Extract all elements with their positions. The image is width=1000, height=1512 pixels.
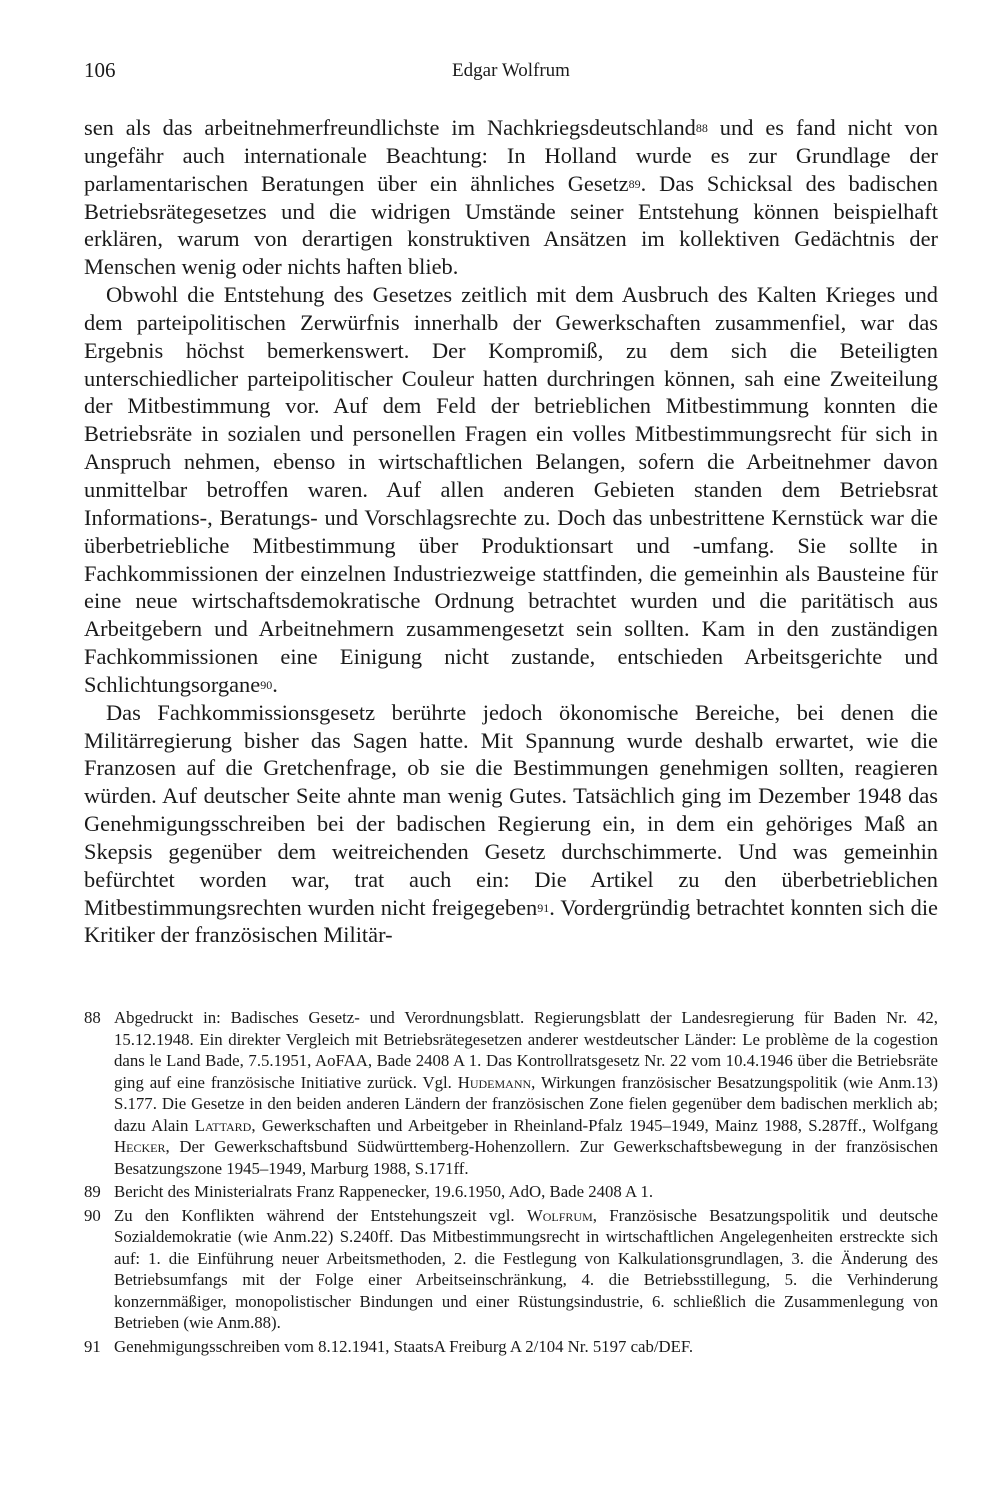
body-paragraph xyxy=(84,281,938,699)
footnote-reference: 91 xyxy=(537,900,550,915)
author-name: Wolfrum xyxy=(526,1205,593,1225)
text-segment: . Vordergründig betrachtet konnten sich die Kritiker der französischen Militär- xyxy=(84,894,938,948)
text-segment: Abgedruckt in: Badisches Gesetz- und Verordnungsblatt. Regierungsblatt der Landesregierung für Baden Nr. 42, 15.12.1948. Ein direkter Vergleich mit Betriebsrätegesetzen anderer westdeutscher Länder: Le problème de la cogestion dans le Land Bade, 7.5.1951, AoFAA, Bade 2408 A 1. Das Kontrollratsgesetz Nr. 22 vom 10.4.1946 über die Betriebsräte ging auf eine französische Initiative zurück. Vgl. xyxy=(114,1008,938,1092)
page-header xyxy=(84,58,938,88)
footnote-number: 89 xyxy=(84,1182,101,1201)
text-segment: , Der Gewerkschaftsbund Südwürttemberg-Hohenzollern. Zur Gewerkschaftsbewegung in der französischen Besatzungszone 1945–1949, Marburg 1988, S.171ff. xyxy=(114,1137,938,1178)
footnote-number: 90 xyxy=(84,1205,101,1225)
text-segment: Das Fachkommissionsgesetz berührte jedoch ökonomische Bereiche, bei denen die Militärregierung bisher das Sagen hatte. Mit Spannung wurde deshalb erwartet, wie die Franzosen auf die Gretchenfrage, ob sie die Bestimmungen genehmigen sollten, reagieren würden. Auf deutscher Seite ahnte man wenig Gutes. Tatsächlich ging im Dezember 1948 das Genehmigungsschreiben bei der badischen Regierung ein, in dem ein gehöriges Maß an Skepsis gegenüber dem weitreichenden Gesetz durchschimmerte. Und was gemeinhin befürchtet worden war, trat auch ein: Die Artikel zu den überbetrieblichen Mitbestimmungsrechten wurden nicht freigegeben xyxy=(84,699,938,920)
footnote-number: 91 xyxy=(84,1336,101,1356)
author-name: Lattard xyxy=(194,1115,252,1135)
text-segment: . xyxy=(272,671,278,697)
body-text xyxy=(84,114,938,949)
footnote-reference: 89 xyxy=(628,176,641,191)
text-segment: Obwohl die Entstehung des Gesetzes zeitlich mit dem Ausbruch des Kalten Krieges und dem parteipolitischen Zerwürfnis innerhalb der Gewerkschaften zusammenfiel, war das Ergebnis höchst bemerkenswert. Der Kompromiß, zu dem sich die Beteiligten unterschiedlicher parteipolitischer Couleur hatten durchringen können, sah eine Zweiteilung der Mitbestimmung vor. Auf dem Feld der betrieblichen Mitbestimmung konnten die Betriebsräte in sozialen und personellen Fragen ein volles Mitbestimmungsrecht für sich in Anspruch nehmen, ebenso in wirtschaftlichen Belangen, sofern die Arbeitnehmer davon unmittelbar betroffen waren. Auf allen anderen Gebieten standen dem Betriebsrat Informations-, Beratungs- und Vorschlagsrechte zu. Doch das unbestrittene Kernstück war die überbetriebliche Mitbestimmung über Produktionsart und -umfang. Sie sollte in Fachkommissionen der einzelnen Industriezweige stattfinden, die gemeinhin als Bausteine für eine neue wirtschaftsdemokratische Ordnung betrachtet wurden und die paritätisch aus Arbeitgebern und Arbeitnehmern zusammengesetzt sein sollten. Kam in den zuständigen Fachkommissionen eine Einigung nicht zustande, entschieden Arbeitsgerichte und Schlichtungsorgane xyxy=(84,282,938,697)
footnote-reference: 90 xyxy=(260,677,273,692)
footnote xyxy=(84,1181,938,1203)
text-segment: Zu den Konflikten während der Entstehungszeit vgl. xyxy=(114,1205,527,1225)
footnote xyxy=(84,1336,938,1358)
footnote-text xyxy=(114,1337,693,1356)
footnotes xyxy=(84,1007,938,1359)
body-paragraph xyxy=(84,114,938,281)
text-segment: sen als das arbeitnehmerfreundlichste im Nachkriegsdeutschland xyxy=(84,115,696,140)
text-segment: Genehmigungsschreiben vom 8.12.1941, StaatsA Freiburg A 2/104 Nr. 5197 cab/DEF. xyxy=(114,1336,694,1356)
text-segment: Bericht des Ministerialrats Franz Rappenecker, 19.6.1950, AdO, Bade 2408 A 1. xyxy=(114,1182,654,1201)
footnote-text xyxy=(114,1008,938,1178)
text-segment: und es fand nicht von ungefähr auch internationale Beachtung: In Holland wurde es zur Grundlage der parlamentarischen Beratungen über ein ähnliches Gesetz xyxy=(84,115,938,196)
page-number: 106 xyxy=(84,58,116,82)
body-paragraph xyxy=(84,699,938,950)
text-segment: , Gewerkschaften und Arbeitgeber in Rheinland-Pfalz 1945–1949, Mainz 1988, S.287ff., Wolfgang xyxy=(251,1115,938,1135)
footnote-reference: 88 xyxy=(695,121,708,135)
footnote-text xyxy=(114,1182,653,1201)
footnote xyxy=(84,1205,938,1334)
footnote-number: 88 xyxy=(84,1008,101,1027)
running-head: Edgar Wolfrum xyxy=(452,60,570,81)
text-segment: . Das Schicksal des badischen Betriebsrätegesetzes und die widrigen Umstände seiner Entstehung können beispielhaft erklären, warum von derartigen konstruktiven Ansätzen im kollektiven Gedächtnis der Menschen wenig oder nichts haften blieb. xyxy=(84,170,938,280)
text-segment: , Wirkungen französischer Besatzungspolitik (wie Anm.13) S.177. Die Gesetze in den beiden anderen Ländern der französischen Zone fielen gegenüber dem badischen merklich ab; dazu Alain xyxy=(114,1072,938,1135)
text-segment: , Französische Besatzungspolitik und deutsche Sozialdemokratie (wie Anm.22) S.240ff. Das Mitbestimmungsrecht in wirtschaftlichen Angelegenheiten erstreckte sich auf: 1. die Einführung neuer Arbeitsmethoden, 2. die Festlegung von Kalkulationsgrundlagen, 3. die Änderung des Betriebsumfangs mit der Folge einer Arbeitseinschränkung, 4. die Betriebsstillegung, 5. die Verhinderung konzernmäßiger, monopolistischer Bindungen und einer Rüstungsindustrie, 6. schließlich die Zusammenlegung von Betrieben (wie Anm.88). xyxy=(114,1205,938,1332)
footnote-text xyxy=(114,1206,938,1333)
footnote xyxy=(84,1007,938,1179)
author-name: Hecker xyxy=(114,1137,166,1156)
author-name: Hudemann xyxy=(457,1072,532,1092)
